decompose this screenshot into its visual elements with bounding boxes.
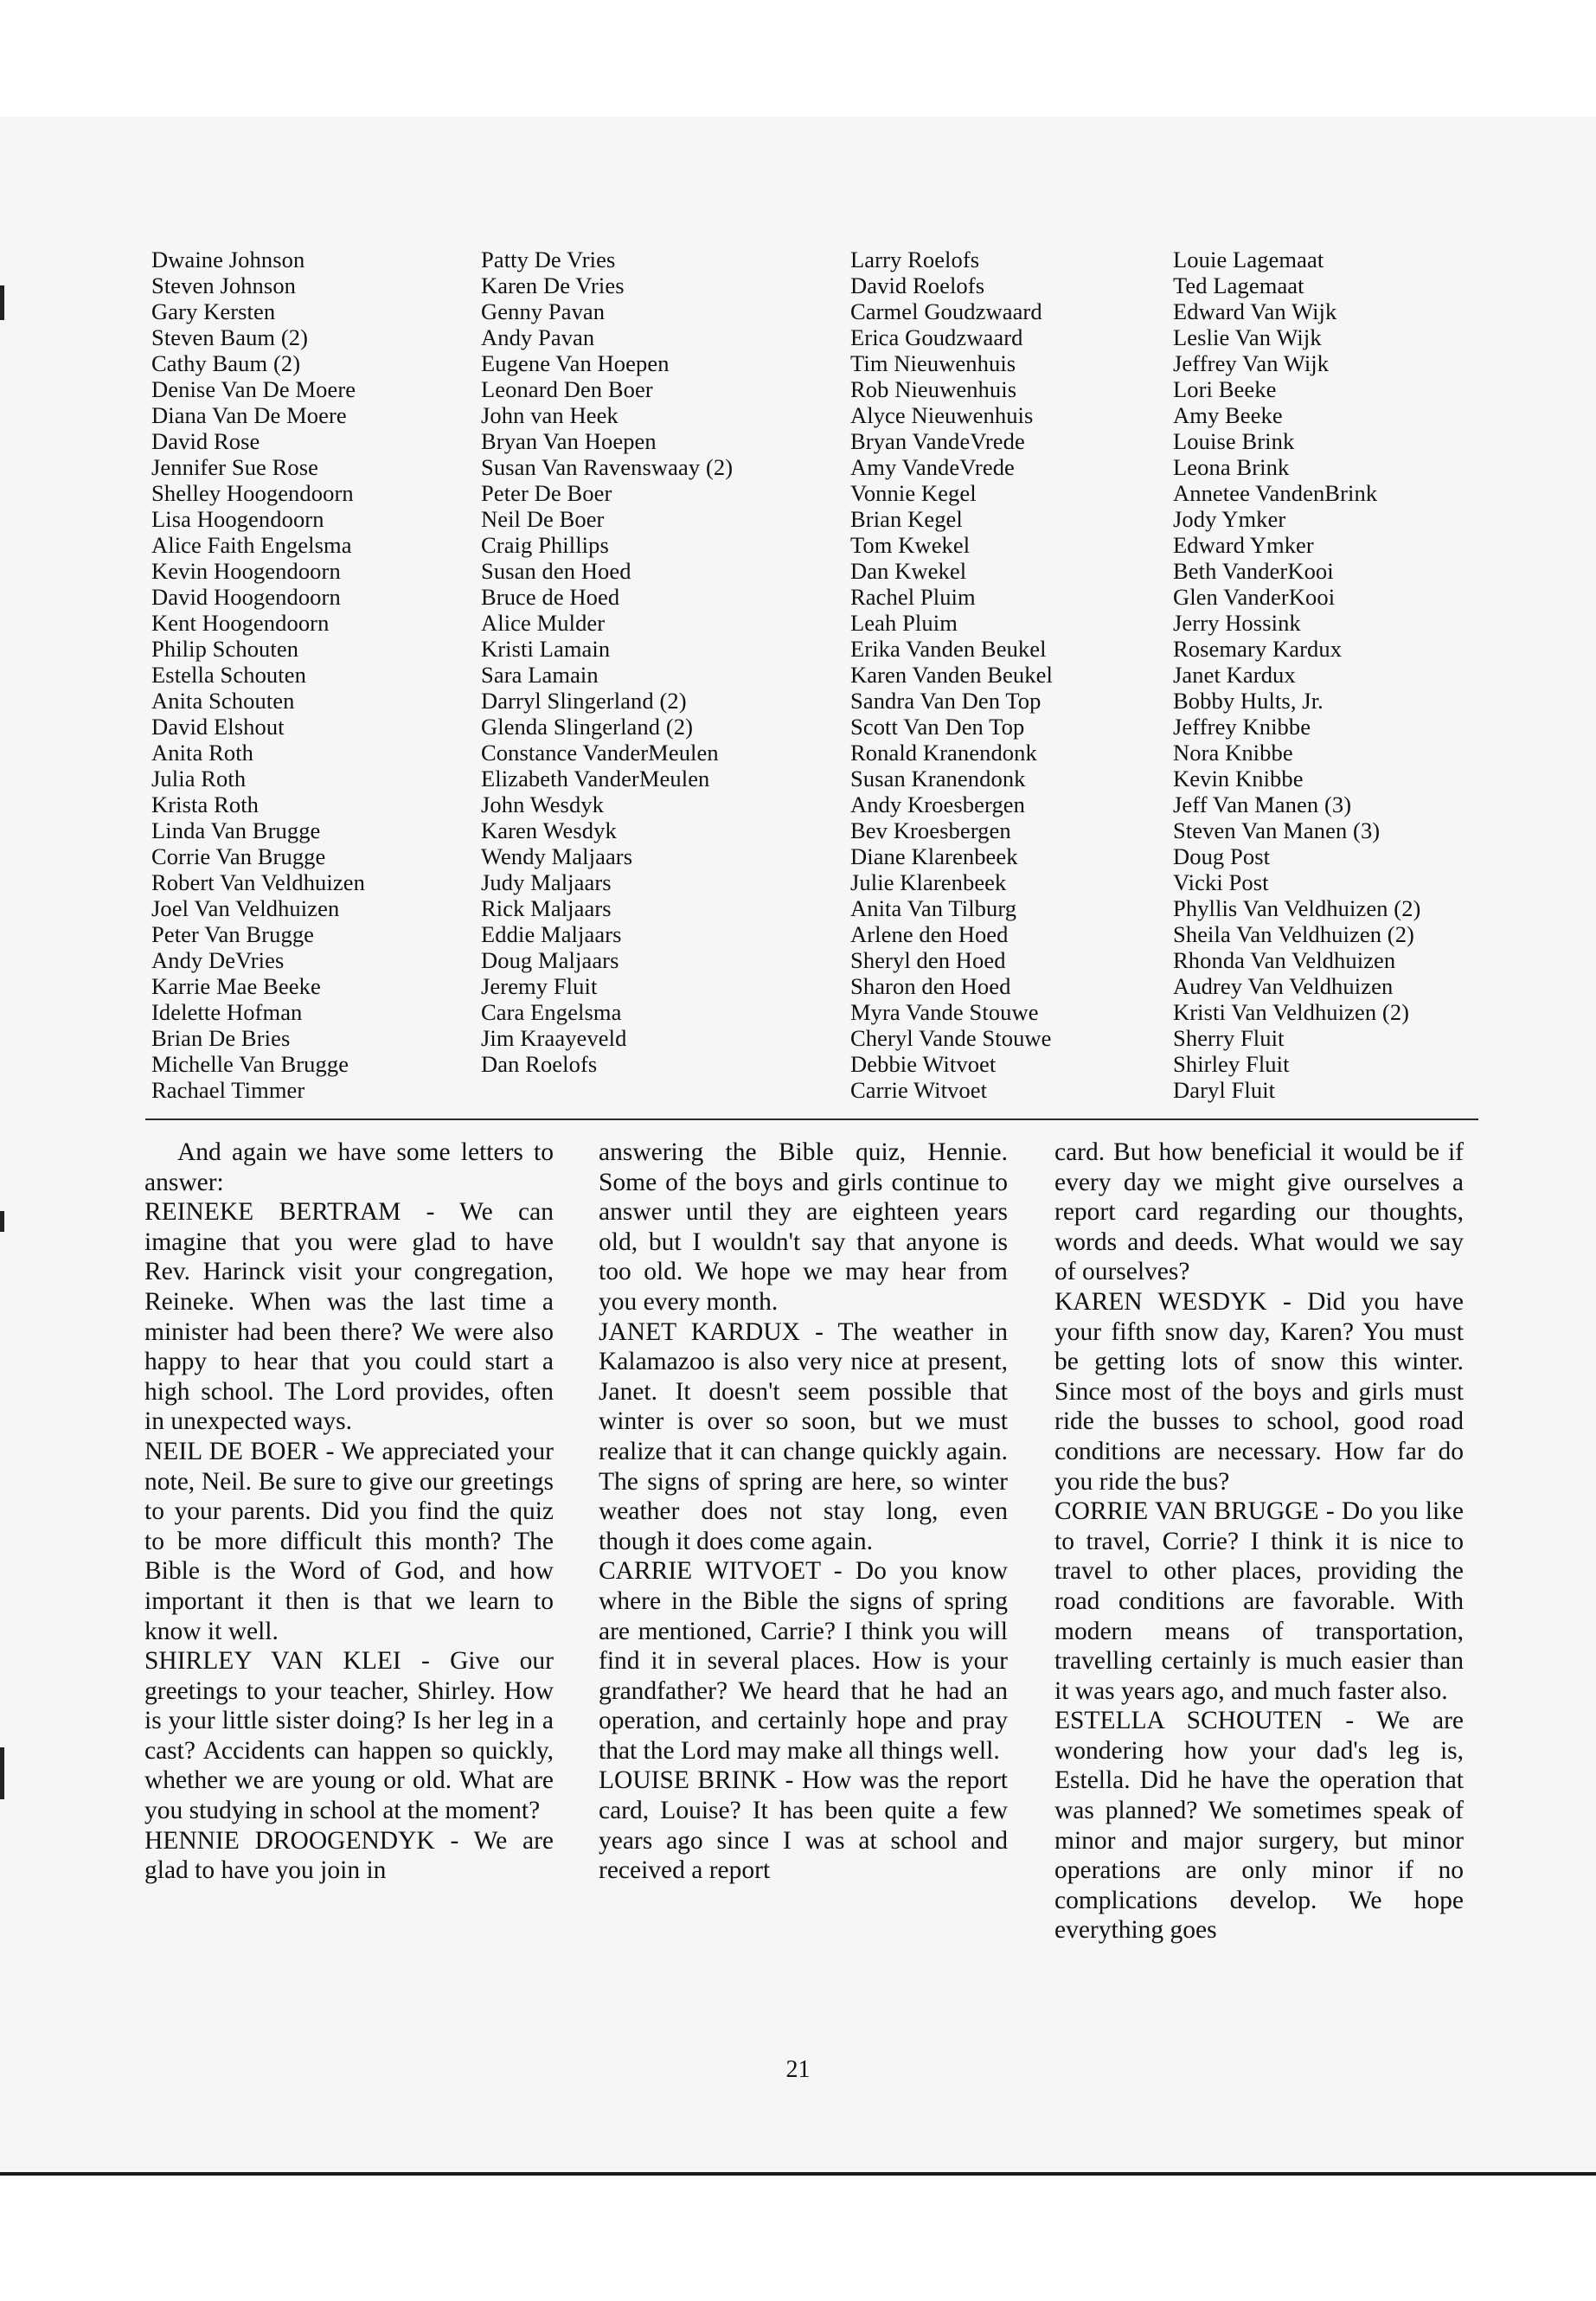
letter-reply: NEIL DE BOER - We appreciated your note, Neil. Be sure to give our greetings to your parents. Did you find the quiz to be more difficult this month? The Bible is the Word of God, and how important it then is that we learn to know it well. (144, 1437, 554, 1645)
name-entry: Doug Post (1173, 843, 1271, 869)
letter-reply: LOUISE BRINK - How was the report card, Louise? It has been quite a few years ago since I was at school and received a report (599, 1766, 1008, 1885)
name-entry: Joel Van Veldhuizen (151, 895, 340, 921)
name-entry: Leah Pluim (850, 610, 958, 636)
name-entry: Annetee VandenBrink (1173, 480, 1378, 506)
name-entry: Ted Lagemaat (1173, 272, 1304, 298)
name-entry: Diane Klarenbeek (850, 843, 1018, 869)
name-entry: Debbie Witvoet (850, 1051, 997, 1077)
name-entry: Andy Kroesbergen (850, 792, 1026, 817)
name-entry: Julie Klarenbeek (850, 869, 1007, 895)
name-entry: Dwaine Johnson (151, 247, 305, 272)
name-entry: Gary Kersten (151, 298, 276, 324)
letter-reply: CORRIE VAN BRUGGE - Do you like to travel, Corrie? I think it is nice to travel to other places, providing the road conditions are favorable. With modern means of transportation, travelling certainly is much easier than it was years ago, and much faster also. (1054, 1497, 1464, 1705)
letters-column-1 (144, 1138, 554, 1886)
name-entry: Louie Lagemaat (1173, 247, 1324, 272)
name-entry: Jerry Hossink (1173, 610, 1301, 636)
scan-edge-mark (0, 1211, 4, 1232)
name-entry: Edward Ymker (1173, 532, 1314, 558)
name-entry: Krista Roth (151, 792, 260, 817)
name-entry: Shirley Fluit (1173, 1051, 1290, 1077)
name-entry: Bryan VandeVrede (850, 428, 1025, 454)
name-entry: John van Heek (481, 402, 619, 428)
name-entry: Vonnie Kegel (850, 480, 977, 506)
name-entry: Constance VanderMeulen (481, 740, 719, 766)
name-entry: Kent Hoogendoorn (151, 610, 330, 636)
name-entry: Arlene den Hoed (850, 921, 1009, 947)
name-entry: Janet Kardux (1173, 662, 1296, 688)
name-entry: Karrie Mae Beeke (151, 973, 321, 999)
name-entry: Kristi Lamain (481, 636, 611, 662)
scan-edge-mark (0, 1747, 4, 1799)
name-entry: Anita Roth (151, 740, 254, 766)
name-entry: Doug Maljaars (481, 947, 619, 973)
name-entry: Rick Maljaars (481, 895, 612, 921)
name-entry: Karen Wesdyk (481, 817, 617, 843)
page-bottom-edge (0, 2172, 1596, 2176)
letter-reply: answering the Bible quiz, Hennie. Some of the boys and girls continue to answer until they are eighteen years old, but I wouldn't say that anyone is too old. We hope we may hear from you every month. (599, 1138, 1008, 1316)
name-entry: Susan den Hoed (481, 558, 631, 584)
name-entry: Steven Johnson (151, 272, 297, 298)
name-entry: Philip Schouten (151, 636, 299, 662)
name-entry: Leona Brink (1173, 454, 1290, 480)
name-entry: Judy Maljaars (481, 869, 612, 895)
name-entry: Scott Van Den Top (850, 714, 1025, 740)
name-entry: Alice Mulder (481, 610, 606, 636)
name-entry: Denise Van De Moere (151, 376, 356, 402)
letter-reply: HENNIE DROOGENDYK - We are glad to have you join in (144, 1826, 554, 1885)
name-entry: Shelley Hoogendoorn (151, 480, 354, 506)
name-entry: Elizabeth VanderMeulen (481, 766, 710, 792)
name-entry: Leslie Van Wijk (1173, 324, 1322, 350)
name-entry: Sherry Fluit (1173, 1025, 1285, 1051)
name-entry: Phyllis Van Veldhuizen (2) (1173, 895, 1421, 921)
name-entry: Rob Nieuwenhuis (850, 376, 1017, 402)
name-entry: Sharon den Hoed (850, 973, 1011, 999)
name-entry: Diana Van De Moere (151, 402, 347, 428)
name-entry: Craig Phillips (481, 532, 609, 558)
name-entry: Ronald Kranendonk (850, 740, 1037, 766)
name-entry: Glen VanderKooi (1173, 584, 1336, 610)
name-entry: Sandra Van Den Top (850, 688, 1042, 714)
name-entry: Amy Beeke (1173, 402, 1283, 428)
name-entry: Vicki Post (1173, 869, 1269, 895)
names-column-2 (481, 247, 733, 1077)
name-entry: Tom Kwekel (850, 532, 971, 558)
letter-reply: KAREN WESDYK - Did you have your fifth snow day, Karen? You must be getting lots of snow this winter. Since most of the boys and girls must ride the busses to school, good road conditions are necessary. How far do you ride the bus? (1054, 1287, 1464, 1496)
name-entry: Bryan Van Hoepen (481, 428, 657, 454)
letter-reply: CARRIE WITVOET - Do you know where in the Bible the signs of spring are mentioned, Carrie? I think you will find it in several places. How is your grandfather? We heard that he had an operation, and certainly hope and pray that the Lord may make all things well. (599, 1557, 1008, 1765)
name-entry: Rachel Pluim (850, 584, 976, 610)
name-entry: David Hoogendoorn (151, 584, 341, 610)
name-entry: Karen Vanden Beukel (850, 662, 1053, 688)
name-entry: Kristi Van Veldhuizen (2) (1173, 999, 1410, 1025)
name-entry: Tim Nieuwenhuis (850, 350, 1016, 376)
letter-reply: ESTELLA SCHOUTEN - We are wondering how your dad's leg is, Estella. Did he have the operation that was planned? We sometimes speak of minor and major surgery, but minor operations are only minor if no complications develop. We hope everything goes (1054, 1707, 1464, 1945)
name-entry: Wendy Maljaars (481, 843, 633, 869)
name-entry: Karen De Vries (481, 272, 625, 298)
name-entry: Peter Van Brugge (151, 921, 315, 947)
name-entry: Andy DeVries (151, 947, 285, 973)
name-entry: Rhonda Van Veldhuizen (1173, 947, 1396, 973)
name-entry: David Roelofs (850, 272, 985, 298)
letter-reply: SHIRLEY VAN KLEI - Give our greetings to your teacher, Shirley. How is your little sister doing? Is her leg in a cast? Accidents can happen so quickly, whether we are young or old. What are you studying in school at the moment? (144, 1647, 554, 1825)
name-entry: Estella Schouten (151, 662, 306, 688)
section-divider (145, 1118, 1478, 1120)
page-number: 21 (785, 2056, 811, 2083)
name-entry: Bruce de Hoed (481, 584, 620, 610)
name-entry: Jody Ymker (1173, 506, 1286, 532)
letters-column-2 (599, 1138, 1008, 1886)
name-entry: Rachael Timmer (151, 1077, 305, 1103)
name-entry: Genny Pavan (481, 298, 606, 324)
scan-edge-mark (0, 285, 4, 320)
name-entry: Myra Vande Stouwe (850, 999, 1039, 1025)
name-entry: Nora Knibbe (1173, 740, 1293, 766)
name-entry: Julia Roth (151, 766, 247, 792)
letter-reply: card. But how beneficial it would be if every day we might give ourselves a report card regarding our thoughts, words and deeds. What would we say of ourselves? (1054, 1138, 1464, 1286)
name-entry: Jeff Van Manen (3) (1173, 792, 1352, 817)
name-entry: Neil De Boer (481, 506, 605, 532)
names-column-4 (1173, 247, 1420, 1103)
name-entry: Amy VandeVrede (850, 454, 1015, 480)
name-entry: Audrey Van Veldhuizen (1173, 973, 1394, 999)
name-entry: Dan Roelofs (481, 1051, 598, 1077)
name-entry: David Rose (151, 428, 260, 454)
name-entry: Jennifer Sue Rose (151, 454, 319, 480)
name-entry: Susan Van Ravenswaay (2) (481, 454, 734, 480)
name-entry: Cheryl Vande Stouwe (850, 1025, 1052, 1051)
letter-reply: JANET KARDUX - The weather in Kalamazoo is also very nice at present, Janet. It doesn't seem possible that winter is over so soon, but we must realize that it can change quickly again. The signs of spring are here, so winter weather does not stay long, even though it does come again. (599, 1317, 1008, 1555)
name-entry: Daryl Fluit (1173, 1077, 1276, 1103)
name-entry: Bobby Hults, Jr. (1173, 688, 1324, 714)
name-entry: Bev Kroesbergen (850, 817, 1011, 843)
name-entry: Dan Kwekel (850, 558, 967, 584)
name-entry: Idelette Hofman (151, 999, 303, 1025)
name-entry: Michelle Van Brugge (151, 1051, 349, 1077)
name-entry: Jeremy Fluit (481, 973, 598, 999)
name-entry: Steven Van Manen (3) (1173, 817, 1381, 843)
name-entry: Robert Van Veldhuizen (151, 869, 365, 895)
name-entry: Louise Brink (1173, 428, 1295, 454)
name-entry: Brian Kegel (850, 506, 963, 532)
name-entry: Kevin Hoogendoorn (151, 558, 341, 584)
name-entry: Darryl Slingerland (2) (481, 688, 687, 714)
name-entry: Anita Schouten (151, 688, 295, 714)
name-entry: Beth VanderKooi (1173, 558, 1334, 584)
name-entry: Leonard Den Boer (481, 376, 653, 402)
name-entry: Jeffrey Van Wijk (1173, 350, 1330, 376)
name-entry: Erika Vanden Beukel (850, 636, 1047, 662)
name-entry: Sara Lamain (481, 662, 599, 688)
names-column-3 (850, 247, 1053, 1103)
name-entry: Brian De Bries (151, 1025, 291, 1051)
name-entry: Larry Roelofs (850, 247, 980, 272)
name-entry: Erica Goudzwaard (850, 324, 1023, 350)
name-entry: Carrie Witvoet (850, 1077, 988, 1103)
name-entry: Anita Van Tilburg (850, 895, 1017, 921)
name-entry: Linda Van Brugge (151, 817, 321, 843)
name-entry: Jim Kraayeveld (481, 1025, 627, 1051)
letters-column-3 (1054, 1138, 1464, 1945)
name-entry: Lisa Hoogendoorn (151, 506, 324, 532)
name-entry: Alice Faith Engelsma (151, 532, 352, 558)
name-entry: Sheryl den Hoed (850, 947, 1006, 973)
name-entry: Edward Van Wijk (1173, 298, 1337, 324)
name-entry: Steven Baum (2) (151, 324, 309, 350)
name-entry: Cara Engelsma (481, 999, 622, 1025)
name-entry: Lori Beeke (1173, 376, 1277, 402)
name-entry: Susan Kranendonk (850, 766, 1026, 792)
name-entry: Alyce Nieuwenhuis (850, 402, 1034, 428)
name-entry: Cathy Baum (2) (151, 350, 301, 376)
name-entry: Kevin Knibbe (1173, 766, 1304, 792)
letters-intro: And again we have some letters to answer: (144, 1138, 554, 1196)
name-entry: Andy Pavan (481, 324, 595, 350)
names-column-1 (151, 247, 365, 1103)
name-entry: Sheila Van Veldhuizen (2) (1173, 921, 1414, 947)
name-entry: Eugene Van Hoepen (481, 350, 670, 376)
letter-reply: REINEKE BERTRAM - We can imagine that you were glad to have Rev. Harinck visit your congregation, Reineke. When was the last time a minister had been there? We were also happy to hear that you could start a high school. The Lord provides, often in unexpected ways. (144, 1198, 554, 1436)
name-entry: Carmel Goudzwaard (850, 298, 1042, 324)
name-entry: Rosemary Kardux (1173, 636, 1343, 662)
name-entry: John Wesdyk (481, 792, 605, 817)
name-entry: Jeffrey Knibbe (1173, 714, 1311, 740)
name-entry: Peter De Boer (481, 480, 612, 506)
name-entry: Glenda Slingerland (2) (481, 714, 694, 740)
name-entry: Eddie Maljaars (481, 921, 622, 947)
name-entry: Corrie Van Brugge (151, 843, 326, 869)
name-entry: Patty De Vries (481, 247, 616, 272)
name-entry: David Elshout (151, 714, 285, 740)
